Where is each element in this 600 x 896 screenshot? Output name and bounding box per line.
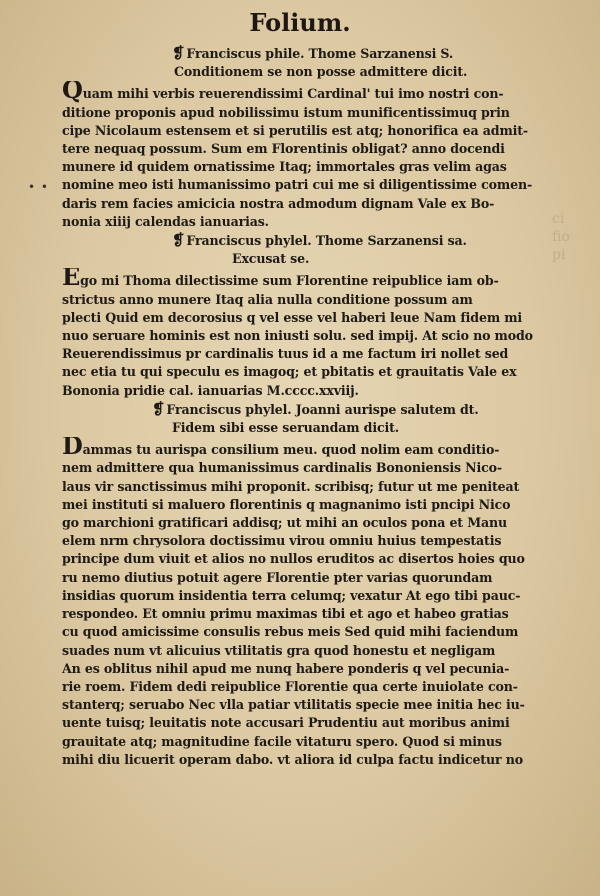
initial-letter: Q <box>62 81 83 104</box>
text-line: cu quod amicissime consulis rebus meis Sed quid mihi faciendum <box>62 624 519 640</box>
text-line: nem admittere qua humanissimus cardinalis Bononiensis Nico- <box>62 460 503 476</box>
letter-salutation: ❡ Franciscus phylel. Thome Sarzanensi sa. <box>172 231 467 250</box>
letter-argument: Fidem sibi esse seruandam dicit. <box>172 420 400 436</box>
letter-salutation: ❡ Franciscus phile. Thome Sarzanensi S. <box>172 44 454 62</box>
text-line: cipe Nicolaum estensem et si perutilis est atq; honorifica ea admit- <box>62 122 529 138</box>
initial-letter: E <box>62 268 81 291</box>
letters-text <box>62 44 562 769</box>
text-line: principe dum viuit et alios no nullos eruditos ac disertos hoies quo <box>62 551 525 567</box>
text-line: plecti Quid em decorosius q vel esse vel haberi leue Nam fidem mi <box>62 309 523 325</box>
text-line: nuo seruare hominis est non iniusti solu. sed impij. At scio no modo <box>62 328 533 344</box>
show-through-text: ci fio pi <box>552 211 570 263</box>
text-line: Bononia pridie cal. ianuarias M.cccc.xxviij. <box>62 382 359 398</box>
text-line: laus vir sanctissimus mihi proponit. scribisq; futur ut me peniteat <box>62 478 520 494</box>
text-line: nonia xiiij calendas ianuarias. <box>62 213 269 229</box>
text-line: mei instituti si maluero florentinis q magnanimo isti pncipi Nico <box>62 496 511 512</box>
text-line: An es oblitus nihil apud me nunq habere ponderis q vel pecunia- <box>62 660 510 676</box>
text-line: Dammas tu aurispa consilium meu. quod nolim eam conditio- <box>62 437 562 459</box>
letter-argument: Excusat se. <box>232 251 310 267</box>
text-line: go marchioni gratificari addisq; ut mihi an oculos pona et Manu <box>62 515 508 531</box>
paragraph-mark-icon: ❡ <box>172 231 185 250</box>
text-line: nomine meo isti humanissimo patri cui me si diligentissime comen- <box>62 177 533 193</box>
text-line: grauitate atq; magnitudine facile vitaturu spero. Quod si minus <box>62 733 502 749</box>
text-line: stanterq; seruabo Nec vlla patiar vtilitatis specie mee initia hec iu- <box>62 697 525 713</box>
paragraph-mark-icon: ❡ <box>152 399 165 418</box>
text-line: Quam mihi verbis reuerendissimi Cardinal' tui imo nostri con- <box>62 81 562 103</box>
letter-argument: Conditionem se non posse admittere dicit. <box>174 64 468 80</box>
paragraph-mark-icon: ❡ <box>172 44 185 62</box>
text-line: daris rem facies amicicia nostra admodum dignam Vale ex Bo- <box>62 195 495 211</box>
text-line: suades num vt alicuius vtilitatis gra quod honestu et negligam <box>62 642 496 658</box>
text-line: uente tuisq; leuitatis note accusari Prudentiu aut moribus animi <box>62 715 510 731</box>
text-line: munere id quidem ornatissime Itaq; immortales gras velim agas <box>62 159 507 175</box>
text-line: nec etia tu qui speculu es imagoq; et pbitatis et grauitatis Vale ex <box>62 364 517 380</box>
text-line: tere nequaq possum. Sum em Florentinis obligat? anno docendi <box>62 141 505 157</box>
page-heading: Folium. <box>249 8 351 37</box>
text-line: elem nrm chrysolora doctissimu virou omniu huius tempestatis <box>62 533 502 549</box>
text-line: rie roem. Fidem dedi reipublice Florentie qua certe inuiolate con- <box>62 678 518 694</box>
text-line: ditione proponis apud nobilissimu istum munificentissimuq prin <box>62 104 510 120</box>
letter-salutation: ❡ Franciscus phylel. Joanni aurispe salutem dt. <box>152 399 479 418</box>
initial-letter: D <box>62 437 83 460</box>
text-line: strictus anno munere Itaq alia nulla conditione possum am <box>62 291 473 307</box>
text-line: Ego mi Thoma dilectissime sum Florentine reipublice iam ob- <box>62 268 562 290</box>
margin-mark: • • <box>28 180 49 194</box>
text-line: ru nemo diutius potuit agere Florentie pter varias quorundam <box>62 569 493 585</box>
text-line: Reuerendissimus pr cardinalis tuus id a me factum iri nollet sed <box>62 346 509 362</box>
text-line: mihi diu licuerit operam dabo. vt aliora id culpa factu indicetur no <box>62 751 523 767</box>
text-line: insidias quorum insidentia terra celumq; vexatur At ego tibi pauc- <box>62 587 521 603</box>
text-line: respondeo. Et omniu primu maximas tibi et ago et habeo gratias <box>62 606 509 622</box>
